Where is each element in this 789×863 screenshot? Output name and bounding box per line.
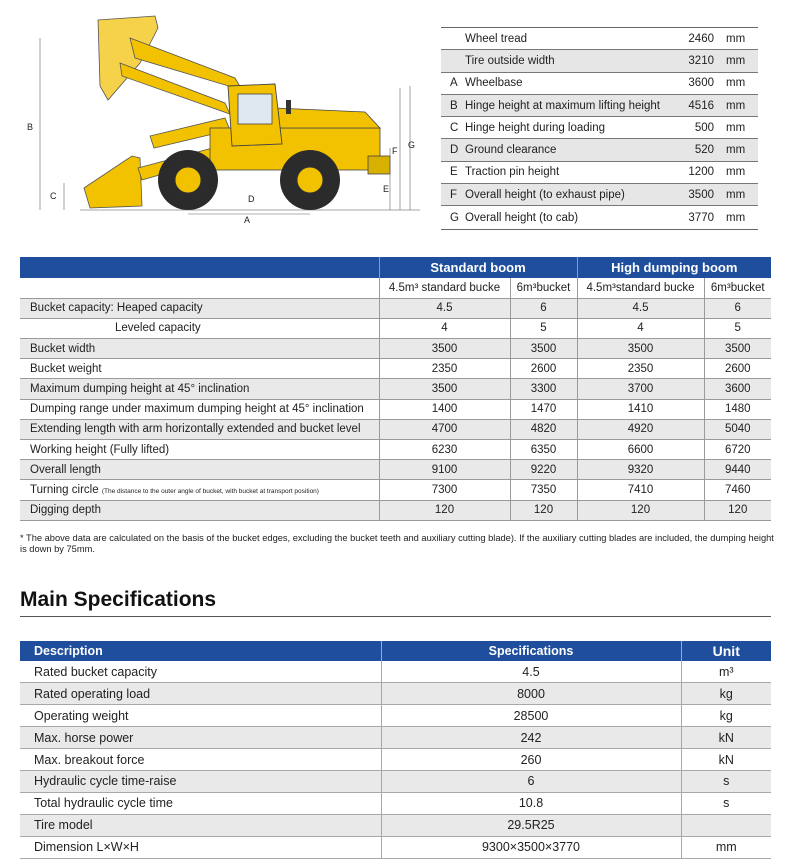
boom-row: [20, 419, 771, 439]
value-cell: 7300: [379, 480, 510, 500]
group-standard-boom: Standard boom: [379, 257, 577, 278]
row-label: [20, 298, 379, 318]
row-label: [20, 399, 379, 419]
dim-letter-b: B: [27, 122, 34, 132]
footnote: * The above data are calculated on the basis of the bucket edges, excluding the bucket teeth and auxiliary cutting blade). If the auxiliary cutting blades are included, the dumping height is down by 75mm.: [20, 533, 774, 554]
boom-group-header: [20, 257, 771, 278]
dimension-row: [441, 139, 758, 161]
value-cell: 2350: [379, 359, 510, 379]
value-cell: 3500: [704, 339, 771, 359]
row-label: [20, 440, 379, 460]
row-label-text: Bucket capacity: Heaped capacity: [30, 302, 203, 315]
spec-value: 9300×3500×3770: [381, 836, 681, 858]
spec-row: [20, 749, 771, 771]
value-cell: 6350: [510, 440, 577, 460]
value-cell: 3500: [379, 339, 510, 359]
row-label-text: Bucket width: [30, 342, 96, 355]
header-description: Description: [20, 641, 381, 661]
dimension-letter: F: [450, 188, 458, 201]
row-label: [20, 318, 379, 338]
row-label: [20, 379, 379, 399]
dimension-label: Overall height (to exhaust pipe): [465, 188, 625, 201]
spec-unit: m³: [681, 661, 771, 683]
value-cell: 120: [379, 500, 510, 520]
dimension-table: [441, 27, 758, 230]
spec-row: [20, 683, 771, 705]
value-cell: 7410: [577, 480, 704, 500]
dimension-value: 520: [694, 144, 714, 157]
dimension-unit: mm: [726, 166, 746, 179]
value-cell: 9220: [510, 460, 577, 480]
row-label: [20, 460, 379, 480]
value-cell: 4.5: [379, 298, 510, 318]
dim-letter-f: F: [392, 146, 398, 156]
dimension-value: 4516: [688, 99, 714, 112]
spec-unit: mm: [681, 836, 771, 858]
spec-unit: kN: [681, 749, 771, 771]
spec-value: 4.5: [381, 661, 681, 683]
value-cell: 9320: [577, 460, 704, 480]
header-unit: Unit: [681, 641, 771, 661]
row-label: [20, 480, 379, 500]
dimension-letter: A: [450, 77, 458, 90]
value-cell: 3700: [577, 379, 704, 399]
value-cell: 5: [704, 318, 771, 338]
dimension-value: 3500: [688, 188, 714, 201]
spec-description: Total hydraulic cycle time: [20, 792, 381, 814]
spec-row: [20, 770, 771, 792]
value-cell: 4.5: [577, 298, 704, 318]
boom-row: [20, 359, 771, 379]
subheader-cell: 6m³bucket: [704, 278, 771, 298]
page-title: Main Specifications: [20, 588, 217, 611]
spec-value: 28500: [381, 705, 681, 727]
spec-value: 242: [381, 727, 681, 749]
spec-value: 29.5R25: [381, 814, 681, 836]
main-spec-table: [20, 641, 771, 859]
dim-letter-g: G: [408, 140, 416, 150]
dim-letter-d: D: [248, 194, 255, 204]
row-label-text: Digging depth: [30, 504, 101, 517]
row-label: [20, 419, 379, 439]
dimension-unit: mm: [726, 188, 746, 201]
boom-comparison-table: [20, 257, 771, 521]
dimension-unit: mm: [726, 121, 746, 134]
dimension-unit: mm: [726, 144, 746, 157]
boom-row: [20, 460, 771, 480]
value-cell: 7350: [510, 480, 577, 500]
boom-row: [20, 318, 771, 338]
spec-unit: s: [681, 770, 771, 792]
spec-value: 260: [381, 749, 681, 771]
dimension-value: 3210: [688, 54, 714, 67]
dimension-letter: C: [450, 121, 459, 134]
spec-row: [20, 705, 771, 727]
spec-description: Rated bucket capacity: [20, 661, 381, 683]
row-label: [20, 339, 379, 359]
spec-header: [20, 641, 771, 661]
dimension-unit: mm: [726, 77, 746, 90]
dimension-letter: G: [450, 211, 459, 224]
value-cell: 4920: [577, 419, 704, 439]
spec-description: Tire model: [20, 814, 381, 836]
subheader-cell: 4.5m³standard bucke: [577, 278, 704, 298]
value-cell: 3500: [510, 339, 577, 359]
dimension-label: Overall height (to cab): [465, 211, 579, 224]
spec-value: 10.8: [381, 792, 681, 814]
dimension-unit: mm: [726, 54, 746, 67]
value-cell: 4700: [379, 419, 510, 439]
row-label-text: Maximum dumping height at 45° inclination: [30, 383, 250, 396]
spec-value: 6: [381, 770, 681, 792]
value-cell: 2600: [510, 359, 577, 379]
row-label: [20, 500, 379, 520]
spec-description: Max. breakout force: [20, 749, 381, 771]
spec-row: [20, 661, 771, 683]
spec-unit: [681, 814, 771, 836]
row-label: [20, 359, 379, 379]
dimension-label: Tire outside width: [465, 54, 555, 67]
dimension-value: 1200: [688, 166, 714, 179]
value-cell: 7460: [704, 480, 771, 500]
value-cell: 1470: [510, 399, 577, 419]
spec-unit: kN: [681, 727, 771, 749]
dim-letter-c: C: [50, 191, 57, 201]
dimension-unit: mm: [726, 211, 746, 224]
value-cell: 1410: [577, 399, 704, 419]
spec-description: Rated operating load: [20, 683, 381, 705]
spec-description: Hydraulic cycle time-raise: [20, 770, 381, 792]
boom-row: [20, 480, 771, 500]
group-high-dumping-boom: High dumping boom: [577, 257, 771, 278]
value-cell: 4: [379, 318, 510, 338]
value-cell: 1480: [704, 399, 771, 419]
value-cell: 6: [510, 298, 577, 318]
boom-row: [20, 339, 771, 359]
value-cell: 5: [510, 318, 577, 338]
dimension-letter: D: [450, 144, 459, 157]
raised-bucket: [98, 16, 242, 114]
value-cell: 4: [577, 318, 704, 338]
header-specifications: Specifications: [381, 641, 681, 661]
front-wheel: [158, 150, 218, 210]
row-label-text: Extending length with arm horizontally extended and bucket level: [30, 423, 361, 436]
dimension-label: Wheel tread: [465, 32, 528, 45]
value-cell: 6600: [577, 440, 704, 460]
dimension-row: [441, 184, 758, 206]
boom-row: [20, 298, 771, 318]
value-cell: 6720: [704, 440, 771, 460]
wheel-loader-diagram: [20, 8, 425, 230]
dimension-label: Hinge height during loading: [465, 121, 606, 134]
dimension-row: [441, 50, 758, 72]
spec-row: [20, 814, 771, 836]
dimension-row: [441, 95, 758, 117]
value-cell: 2600: [704, 359, 771, 379]
spec-description: Max. horse power: [20, 727, 381, 749]
dimension-unit: mm: [726, 32, 746, 45]
title-divider: [20, 616, 771, 617]
dimension-value: 500: [694, 121, 714, 134]
dimension-value: 3600: [688, 77, 714, 90]
spec-description: Dimension L×W×H: [20, 836, 381, 858]
value-cell: 120: [704, 500, 771, 520]
value-cell: 5040: [704, 419, 771, 439]
value-cell: 6230: [379, 440, 510, 460]
spec-unit: kg: [681, 683, 771, 705]
spec-unit: s: [681, 792, 771, 814]
dimension-row: [441, 28, 758, 50]
row-label-text: Overall length: [30, 463, 101, 476]
value-cell: 3500: [379, 379, 510, 399]
value-cell: 6: [704, 298, 771, 318]
value-cell: 3500: [577, 339, 704, 359]
value-cell: 9100: [379, 460, 510, 480]
dimension-label: Wheelbase: [465, 77, 523, 90]
dimension-label: Ground clearance: [465, 144, 557, 157]
row-label-text: Bucket weight: [30, 362, 102, 375]
spec-value: 8000: [381, 683, 681, 705]
spec-unit: kg: [681, 705, 771, 727]
dimension-value: 2460: [688, 32, 714, 45]
dimension-label: Hinge height at maximum lifting height: [465, 99, 660, 112]
value-cell: 2350: [577, 359, 704, 379]
dim-letter-a: A: [244, 215, 251, 225]
dim-letter-e: E: [383, 184, 390, 194]
dimension-label: Traction pin height: [465, 166, 560, 179]
boom-subheader: [20, 278, 771, 298]
dimension-value: 3770: [688, 211, 714, 224]
dimension-row: [441, 117, 758, 139]
value-cell: 9440: [704, 460, 771, 480]
dimension-unit: mm: [726, 99, 746, 112]
value-cell: 3600: [704, 379, 771, 399]
boom-row: [20, 379, 771, 399]
dimension-row: [441, 162, 758, 184]
subheader-cell: 6m³bucket: [510, 278, 577, 298]
rear-wheel: [280, 150, 340, 210]
dimension-letter: E: [450, 166, 458, 179]
spec-row: [20, 727, 771, 749]
spec-row: [20, 836, 771, 858]
value-cell: 120: [577, 500, 704, 520]
row-label-text: Turning circle: [30, 483, 99, 496]
value-cell: 4820: [510, 419, 577, 439]
value-cell: 120: [510, 500, 577, 520]
row-label-note: (The distance to the outer angle of bucket, with bucket at transport position): [101, 487, 319, 495]
row-label-text: Leveled capacity: [115, 322, 201, 335]
boom-row: [20, 500, 771, 520]
spec-row: [20, 792, 771, 814]
subheader-cell: 4.5m³ standard bucke: [379, 278, 510, 298]
value-cell: 3300: [510, 379, 577, 399]
dimension-row: [441, 206, 758, 228]
boom-row: [20, 399, 771, 419]
row-label-text: Dumping range under maximum dumping height at 45° inclination: [30, 403, 364, 416]
spec-description: Operating weight: [20, 705, 381, 727]
row-label-text: Working height (Fully lifted): [30, 443, 170, 456]
boom-row: [20, 440, 771, 460]
dimension-letter: B: [450, 99, 458, 112]
dimension-row: [441, 73, 758, 95]
value-cell: 1400: [379, 399, 510, 419]
